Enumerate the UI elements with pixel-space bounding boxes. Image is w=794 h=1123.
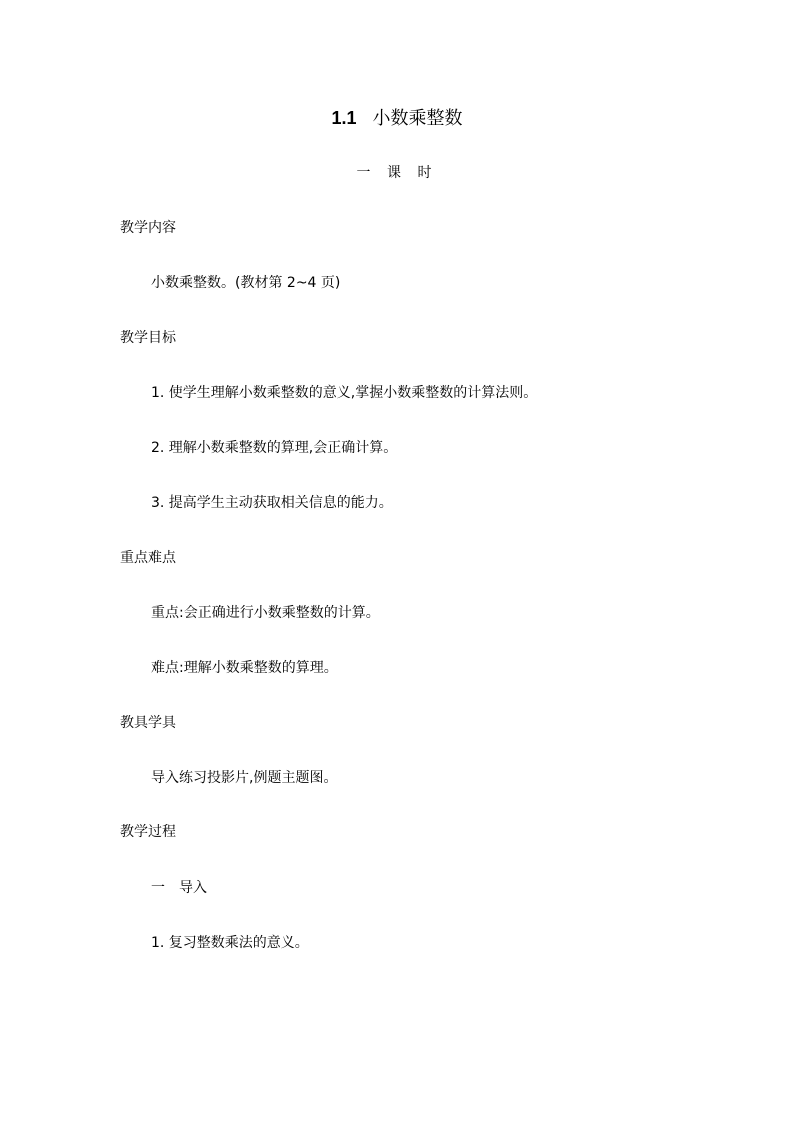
page-title [0, 106, 794, 131]
title-number: 1.1 [331, 108, 357, 128]
title-text: 小数乘整数 [372, 108, 463, 129]
goal-item-2: 2. 理解小数乘整数的算理,会正确计算。 [151, 440, 398, 456]
process-step-intro: 一 导入 [151, 880, 207, 896]
teaching-tools-text: 导入练习投影片,例题主题图。 [151, 770, 338, 786]
process-item-1: 1. 复习整数乘法的意义。 [151, 935, 309, 951]
lesson-subtitle: 一 课 时 [356, 165, 438, 181]
heading-key-points: 重点难点 [120, 550, 176, 566]
heading-teaching-process: 教学过程 [120, 824, 176, 840]
difficult-point-text: 难点:理解小数乘整数的算理。 [151, 660, 338, 676]
goal-item-1: 1. 使学生理解小数乘整数的意义,掌握小数乘整数的计算法则。 [151, 385, 538, 401]
heading-teaching-tools: 教具学具 [120, 715, 176, 731]
goal-item-3: 3. 提高学生主动获取相关信息的能力。 [151, 495, 393, 511]
heading-teaching-content: 教学内容 [120, 220, 176, 236]
teaching-content-text: 小数乘整数。(教材第 2~4 页) [151, 275, 341, 291]
key-point-text: 重点:会正确进行小数乘整数的计算。 [151, 605, 380, 621]
heading-teaching-goals: 教学目标 [120, 330, 176, 346]
